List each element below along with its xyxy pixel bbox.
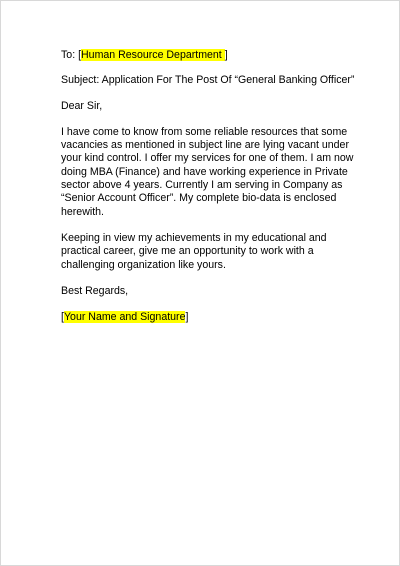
paragraph-line: herewith. bbox=[61, 205, 104, 218]
body-paragraph-2 bbox=[61, 232, 351, 272]
closing: Best Regards, bbox=[61, 284, 129, 297]
paragraph-line: doing MBA (Finance) and have working experience in Private bbox=[61, 165, 348, 178]
signature-prefix: [ bbox=[61, 311, 64, 324]
paragraph-line: Keeping in view my achievements in my educational and bbox=[61, 231, 327, 244]
letter-body bbox=[61, 49, 355, 324]
signature-suffix: ] bbox=[185, 311, 189, 324]
paragraph-line: sector above 4 years. Currently I am serving in Company as bbox=[61, 179, 343, 192]
signature-placeholder: Your Name and Signature bbox=[63, 311, 186, 324]
salutation: Dear Sir, bbox=[61, 99, 103, 112]
signature-line bbox=[61, 311, 351, 324]
to-suffix: ] bbox=[224, 49, 228, 61]
paragraph-line: “Senior Account Officer”. My complete bio-data is enclosed bbox=[61, 192, 337, 205]
paragraph-line: I have come to know from some reliable resources that some bbox=[61, 125, 348, 138]
recipient-placeholder: Human Resource Department bbox=[81, 49, 225, 61]
paragraph-line: vacancies as mentioned in subject line are lying vacant under bbox=[61, 139, 349, 152]
paragraph-line: your kind control. I offer my services for one of them. I am now bbox=[61, 152, 354, 165]
body-paragraph-1 bbox=[61, 125, 354, 219]
subject-line: Subject: Application For The Post Of “General Banking Officer” bbox=[61, 74, 355, 87]
to-prefix: To: [ bbox=[61, 49, 82, 61]
paragraph-line: challenging organization like yours. bbox=[61, 258, 226, 271]
paragraph-line: practical career, give me an opportunity to work with a bbox=[61, 245, 314, 258]
to-line bbox=[61, 49, 351, 62]
